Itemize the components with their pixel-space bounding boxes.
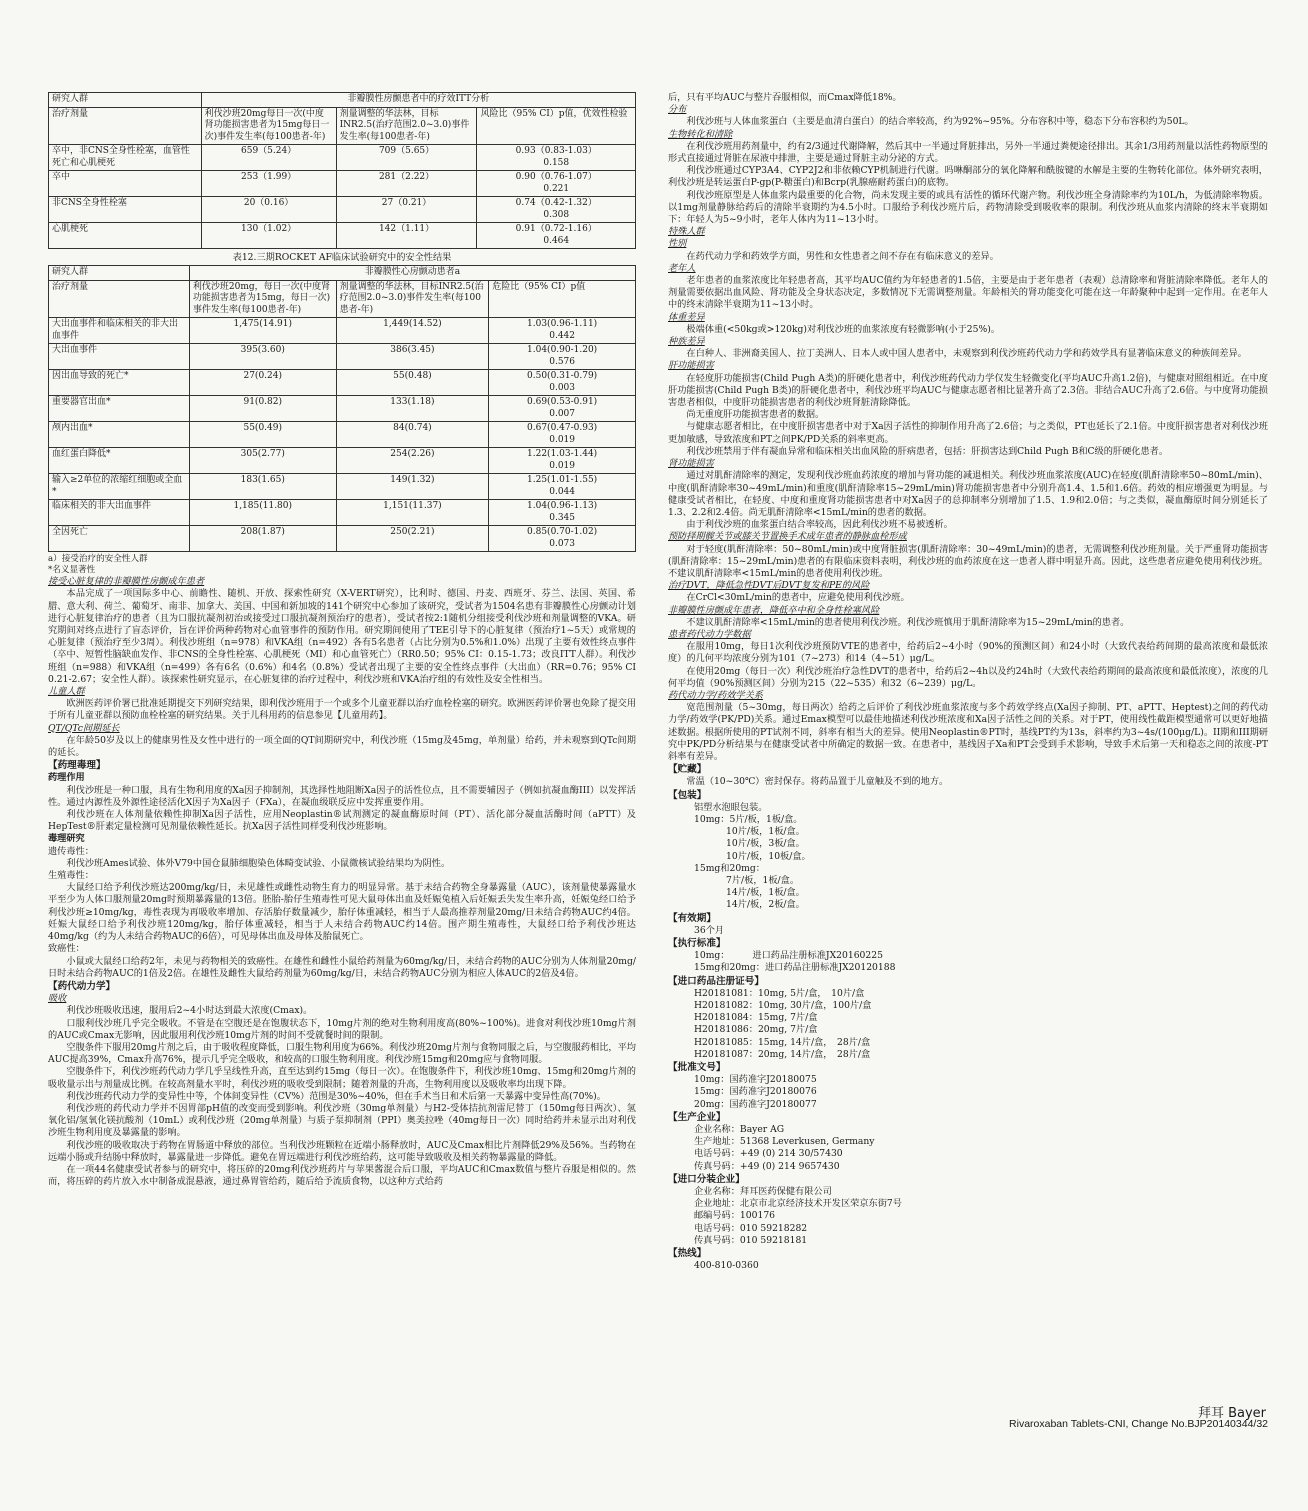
info-line: 15mg和20mg：进口药品注册标准JX20120188 <box>694 962 896 974</box>
info-line: 14片/板，1板/盒。 <box>726 887 805 899</box>
paragraph: 老年患者的血浆浓度比年轻患者高，其平均AUC值约为年轻患者的1.5倍，主要是由于老年患者（表观）总清除率和肾脏清除率降低。老年人的剂量需要依据出血风险、肾功能及全身状态决定，多数情况下无需调整剂量。年龄相关的肾功能变化可能在这一年龄聚种中起到一定作用。在老年人中的终末清除半衰期为11~13小时。 <box>668 275 1268 311</box>
right-text-body <box>668 92 1268 1273</box>
document-reference: Rivaroxaban Tablets-CNI, Change No.BJP20140344/32 <box>1009 1418 1268 1430</box>
row-label: 卒中，非CNS全身性栓塞，血管性死亡和心肌梗死 <box>49 145 202 171</box>
hazard-ratio-cell <box>489 318 636 344</box>
table-header-title: 非瓣膜性心房颤动患者a <box>189 266 635 281</box>
paragraph: 不建议肌酐清除率<15mL/min的患者使用利伐沙班。利伐沙班慎用于肌酐清除率为15~29mL/min的患者。 <box>686 616 1130 628</box>
table-row <box>49 474 636 500</box>
hazard-ratio-ci: 0.67(0.47-0.93) <box>527 423 598 434</box>
hazard-ratio-ci: 1.25(1.01-1.55) <box>527 475 598 486</box>
hazard-ratio-ci: 0.85(0.70-1.02) <box>527 527 598 538</box>
paragraph: 极端体重(<50kg或>120kg)对利伐沙班的血浆浓度有轻微影响(小于25%)。 <box>686 323 1000 335</box>
info-line: 7片/板，1板/盒。 <box>726 875 800 886</box>
subsection-heading: 治疗DVT，降低急性DVT后DVT复发和PE的风险 <box>668 580 870 592</box>
rivaroxaban-value: 27(0.24) <box>189 370 336 396</box>
paragraph: 空腹条件下，利伐沙班药代动力学几乎呈线性升高，直至达到约15mg（每日一次）。在饱腹条件下，利伐沙班10mg、15mg和20mg片剂的吸收量示出与剂量成比例。在较高剂量水平时，利伐沙班的吸收受到限制；随着剂量的升高，生物利用度以及吸收率均出现下降。 <box>48 1066 636 1090</box>
section-heading: 【批准文号】 <box>668 1062 726 1074</box>
table-row <box>49 145 636 171</box>
hazard-ratio-cell <box>489 396 636 422</box>
paragraph: 遗传毒性： <box>48 845 94 857</box>
hazard-ratio-ci: 1.04(0.96-1.13) <box>527 501 598 512</box>
hazard-ratio-cell <box>477 171 636 197</box>
p-value: 0.464 <box>543 235 570 246</box>
table-row <box>49 422 636 448</box>
hazard-ratio-ci: 0.91（0.72-1.16） <box>515 224 597 234</box>
info-line: 400-810-0360 <box>694 1260 759 1272</box>
column-header: 治疗剂量 <box>49 280 190 318</box>
info-line: 10mg： 进口药品注册标准JX20160225 <box>694 950 883 962</box>
column-header: 剂量调整的华法林，目标INR2.5(治疗范围2.0~3.0)事件发生率(每100患者-年) <box>336 280 489 318</box>
info-line: 10mg：国药准字J20180075 <box>694 1074 817 1086</box>
info-line: H20181084：15mg, 7片/盒 <box>694 1012 818 1024</box>
p-value: 0.308 <box>543 209 570 220</box>
info-line: 企业名称：Bayer AG <box>694 1124 785 1136</box>
rivaroxaban-value: 20（0.16） <box>201 197 336 223</box>
hazard-ratio-ci: 0.69(0.53-0.91) <box>527 397 598 408</box>
paragraph: 利伐沙班原型是人体血浆内最重要的化合物，尚未发现主要的或具有活性的循环代谢产物。利伐沙班全身清除率约为10L/h，为低清除率物质。以1mg剂量静脉给药后的清除半衰期约为4.5小时。口服给予利伐沙班片后，药物清除受到吸收率的限制。利伐沙班从血浆内清除的终末半衰期如下：年轻人为5~9小时，老年人体内为11~13小时。 <box>668 189 1268 226</box>
paragraph: 利伐沙班是一种口服，具有生物利用度的Xa因子抑制剂，其选择性地阻断Xa因子的活性位点，且不需要辅因子（例如抗凝血酶III）以发挥活性。通过内源性及外源性途径活化X因子为Xa因子（FXa），在凝血级联反应中发挥重要作用。 <box>48 784 636 808</box>
column-header: 剂量调整的华法林，目标INR2.5(治疗范围2.0~3.0)事件发生率(每100患者-年) <box>336 107 477 145</box>
hazard-ratio-ci: 1.03(0.96-1.11) <box>527 319 598 330</box>
subsection-heading: 体重差异 <box>668 311 705 323</box>
rivaroxaban-value: 91(0.82) <box>189 396 336 422</box>
section-heading: 【生产企业】 <box>668 1111 726 1123</box>
paragraph: 本品完成了一项国际多中心、前瞻性、随机、开放、探索性研究（X-VERT研究），比利时、德国、丹麦、西班牙、芬兰、法国、英国、希腊、意大利、荷兰、葡萄牙、南非、加拿大、美国、中国和新加坡的141个研究中心参加了该研究，受试者为1504名患有非瓣膜性心房颤动计划进行心脏复律治疗的患者（且为口服抗凝剂初治或接受过口服抗凝剂预治疗的患者），受试者按2:1随机分组接受利伐沙班和剂量调整的VKA。研究期间对终点进行了盲态评价，旨在评价两种药物对心血管事件的预防作用。研究期间使用了TEE引导下的心脏复律（预治疗1~5天）或常规的心脏复律（预治疗至少3周）。利伐沙班组（n=978）和VKA组（n=492）各有5名患者（占比分别为0.5%和1.0%）出现了主要有效性终点事件（卒中、短暂性脑缺血发作、非CNS的全身性栓塞、心肌梗死（MI）和心血管死亡）（RR0.50；95% CI：0.15-1.73；改良ITT人群）。利伐沙班组（n=988）和VKA组（n=499）各有6名（0.6%）和4名（0.8%）受试者出现了主要的安全性终点事件（大出血）（RR=0.76；95% CI 0.21-2.67；安全性人群）。该探索性研究显示，在心脏复律的治疗过程中，利伐沙班和VKA治疗组的有效性及安全性相当。 <box>48 588 636 685</box>
efficacy-table-body <box>49 145 636 249</box>
paragraph: 利伐沙班禁用于伴有凝血异常和临床相关出血风险的肝病患者，包括：肝损害达到Child Pugh B和C级的肝硬化患者。 <box>686 445 1169 457</box>
column-header: 利伐沙班20mg每日一次(中度肾功能损害患者为15mg每日一次)事件发生率(每100患者-年) <box>201 107 336 145</box>
paragraph: 利伐沙班药代动力学的变异性中等，个体间变异性（CV%）范围是30%~40%，但在手术当日和术后第一天暴露中变异性高(70%)。 <box>66 1090 606 1102</box>
row-label: 颅内出血* <box>49 422 190 448</box>
subsection-heading: 分布 <box>668 104 687 116</box>
section-heading: 【药代动力学】 <box>48 980 116 992</box>
p-value: 0.158 <box>543 157 570 168</box>
paragraph: 在轻度肝功能损害(Child Pugh A类)的肝硬化患者中，利伐沙班药代动力学仅发生轻微变化(平均AUC升高1.2倍)，与健康对照组相近。在中度肝功能损害(Child Pugh B类)的肝硬化患者中，利伐沙班平均AUC与健康志愿者相比显著升高了2.3倍。非结合AUC升高了2.6倍。与中度肾功能损害患者相似，中度肝功能损害患者的利伐沙班肾脏清除降低。 <box>668 372 1268 409</box>
table-row <box>49 500 636 526</box>
subsection-heading: QT/QTc间期延长 <box>48 722 120 734</box>
row-label: 输入≥2单位的浓缩红细胞或全血* <box>49 474 190 500</box>
subsection-heading: 种族差异 <box>668 336 705 348</box>
paragraph: 在使用20mg（每日一次）利伐沙班治疗急性DVT的患者中，给药后2~4h以及约24h时（大致代表给药期间的最高浓度和最低浓度），浓度的几何平均值（90%预测区间）分别为215（22~535）和32（6~239）μg/L。 <box>668 665 1268 689</box>
info-line: 15mg：国药准字J20180076 <box>694 1086 817 1098</box>
column-header: 治疗剂量 <box>49 107 202 145</box>
rivaroxaban-value: 130（1.02） <box>201 223 336 249</box>
hazard-ratio-cell <box>489 344 636 370</box>
rivaroxaban-value: 395(3.60) <box>189 344 336 370</box>
paragraph: 在年龄50岁及以上的健康男性及女性中进行的一项全面的QT间期研究中，利伐沙班（15mg及45mg，单剂量）给药，并未观察到QTc间期的延长。 <box>48 734 636 759</box>
section-heading: 【包装】 <box>668 789 707 801</box>
row-label: 血红蛋白降低* <box>49 448 190 474</box>
hazard-ratio-ci: 1.22(1.03-1.44) <box>527 449 598 460</box>
paragraph: 大鼠经口给予利伐沙班达200mg/kg/日，未见雄性或雌性动物生育力的明显异常。基于未结合药物全身暴露量（AUC），该剂量使暴露量水平至少为人体口服剂量20mg时预期暴露量的13倍。胚胎-胎仔生殖毒性可见大鼠母体出血及妊娠兔植入后妊娠丢失发生率升高，妊娠兔经口给予利伐沙班≥10mg/kg，毒性表现为再吸收率增加、存活胎仔数量减少，胎仔体重减轻，相当于人最高推荐剂量20mg/日未结合药物AUC约4倍。妊娠大鼠经口给予利伐沙班120mg/kg，胎仔体重减轻，相当于人未结合药物AUC约14倍。围产期生殖毒性，大鼠经口给予利伐沙班达40mg/kg（约为人未结合药物AUC的6倍），可见母体出血及母体及胎鼠死亡。 <box>48 882 636 943</box>
hazard-ratio-cell <box>489 422 636 448</box>
row-label: 卒中 <box>49 171 202 197</box>
paragraph: 通过对肌酐清除率的测定，发现利伐沙班血药浓度的增加与肾功能的减退相关。利伐沙班血浆浓度(AUC)在轻度(肌酐清除率50~80mL/min)、中度(肌酐清除率30~49mL/min)和重度(肌酐清除率15~29mL/min)肾功能损害患者中分别升高1.4、1.5和1.6倍。药效的相应增强更为明显。与健康受试者相比，在轻度、中度和重度肾功能损害患者中对Xa因子的总抑制率分别增加了1.5、1.9和2.0倍；与之类似，凝血酶原时间分别延长了1.3、2.2和2.4倍。尚无肌酐清除率<15mL/min的患者的数据。 <box>668 470 1268 518</box>
paragraph: 在药代动力学和药效学方面，男性和女性患者之间不存在有临床意义的差异。 <box>686 250 999 262</box>
rivaroxaban-value: 659（5.24） <box>201 145 336 171</box>
paragraph: 欧洲医药评价署已批准延期提交下列研究结果，即利伐沙班用于一个或多个儿童亚群以治疗血栓栓塞的研究。欧洲医药评价署也免除了提交用于所有儿童亚群以预防血栓栓塞的研究结果。关于儿科用药的信息参见【儿童用药】。 <box>48 698 636 722</box>
info-line: 铝塑水泡眼包装。 <box>694 801 768 813</box>
info-line: 10片/板，3板/盒。 <box>726 838 805 850</box>
hazard-ratio-cell <box>489 526 636 552</box>
info-line: 企业名称：拜耳医药保健有限公司 <box>694 1186 832 1198</box>
subsection-heading: 儿童人群 <box>48 686 85 698</box>
bayer-brand: 拜耳 Bayer <box>1197 1406 1266 1421</box>
right-column <box>668 92 1268 1392</box>
warfarin-value: 1,449(14.52) <box>336 318 489 344</box>
row-label: 全因死亡 <box>49 526 190 552</box>
paragraph: 利伐沙班与人体血浆蛋白（主要是血清白蛋白）的结合率较高，约为92%~95%。分布容积中等，稳态下分布容积约为50L。 <box>686 116 1194 128</box>
rivaroxaban-value: 1,475(14.91) <box>189 318 336 344</box>
left-text-body <box>48 576 636 1188</box>
subsection-heading: 老年人 <box>668 262 696 274</box>
p-value: 0.019 <box>549 460 575 471</box>
row-label: 心肌梗死 <box>49 223 202 249</box>
paragraph: 由于利伐沙班的血浆蛋白结合率较高，因此利伐沙班不易被透析。 <box>686 519 953 531</box>
hazard-ratio-cell <box>477 197 636 223</box>
info-line: 生产地址：51368 Leverkusen, Germany <box>694 1136 875 1148</box>
hazard-ratio-ci: 0.93（0.83-1.03） <box>515 146 597 156</box>
row-label: 因出血导致的死亡* <box>49 370 190 396</box>
subsection-heading: 性别 <box>668 238 687 250</box>
subsection-heading: 生物转化和清除 <box>668 128 733 140</box>
warfarin-value: 149(1.32) <box>336 474 489 500</box>
safety-table-body <box>49 318 636 552</box>
p-value: 0.044 <box>549 486 575 497</box>
hazard-ratio-ci: 1.04(0.90-1.20) <box>527 345 598 356</box>
section-heading: 【药理毒理】 <box>48 760 106 772</box>
hazard-ratio-ci: 0.50(0.31-0.79) <box>527 371 598 382</box>
info-line: 邮编号码：100176 <box>694 1210 776 1222</box>
p-value: 0.221 <box>543 183 570 194</box>
rivaroxaban-value: 183(1.65) <box>189 474 336 500</box>
rivaroxaban-value: 305(2.77) <box>189 448 336 474</box>
subsection-heading: 药理作用 <box>48 772 85 784</box>
paragraph: 常温（10~30℃）密封保存。将药品置于儿童触及不到的地方。 <box>686 776 949 788</box>
paragraph: 尚无重度肝功能损害患者的数据。 <box>686 409 825 421</box>
table-row <box>49 526 636 552</box>
table-row <box>49 223 636 249</box>
info-line: 传真号码：+49 (0) 214 9657430 <box>694 1160 840 1172</box>
p-value: 0.345 <box>549 512 575 523</box>
paragraph: 利伐沙班Ames试验、体外V79中国仓鼠肺细胞染色体畸变试验、小鼠微核试验结果均为阴性。 <box>66 857 451 869</box>
row-label: 重要器官出血* <box>49 396 190 422</box>
hazard-ratio-ci: 0.90（0.76-1.07） <box>515 172 597 182</box>
warfarin-value: 84(0.74) <box>336 422 489 448</box>
paragraph: 后，只有平均AUC与整片吞服相似，而Cmax降低18%。 <box>668 92 902 103</box>
hazard-ratio-cell <box>489 448 636 474</box>
info-line: 10片/板，1板/盒。 <box>726 826 805 838</box>
table-row <box>49 396 636 422</box>
hazard-ratio-ci: 0.74（0.42-1.32） <box>515 198 597 208</box>
hazard-ratio-cell <box>477 223 636 249</box>
section-heading: 【进口药品注册证号】 <box>668 975 764 987</box>
info-line: H20181087：20mg, 14片/盒， 28片/盒 <box>694 1048 871 1060</box>
safety-table <box>48 265 636 552</box>
warfarin-value: 281（2.22） <box>336 171 477 197</box>
rivaroxaban-value: 253（1.99） <box>201 171 336 197</box>
paragraph: 口服利伐沙班几乎完全吸收。不管是在空腹还是在饱腹状态下，10mg片剂的绝对生物利用度高(80%~100%)。进食对利伐沙班10mg片剂的AUC或Cmax无影响，因此服用利伐沙班10mg片剂的时间不受就餐时间的限制。 <box>48 1017 636 1041</box>
subsection-heading: 肾功能损害 <box>668 458 714 470</box>
info-line: 10mg：5片/板，1板/盒。 <box>694 813 803 825</box>
column-header: 危险比（95% CI）p值 <box>489 280 636 318</box>
paragraph: 与健康志愿者相比，在中度肝损害患者中对于Xa因子活性的抑制作用升高了2.6倍；与之类似，PT也延长了2.1倍。中度肝损害患者对利伐沙班更加敏感，导致浓度和PT之间PK/PD关系的斜率更高。 <box>668 421 1268 445</box>
hazard-ratio-cell <box>477 145 636 171</box>
paragraph: 利伐沙班通过CYP3A4、CYP2J2和非依赖CYP机制进行代谢。吗啉酮部分的氧化降解和酰胺键的水解是主要的生物转化部位。体外研究表明，利伐沙班是转运蛋白P-gp(P-糖蛋白)和Bcrp(乳腺癌耐药蛋白)的底物。 <box>668 165 1268 189</box>
warfarin-value: 250(2.21) <box>336 526 489 552</box>
table-caption: 表12.三期ROCKET AF临床试验研究中的安全性结果 <box>232 252 452 263</box>
paragraph: 在一项44名健康受试者参与的研究中，将压碎的20mg利伐沙班药片与苹果酱混合后口服，平均AUC和Cmax数值与整片吞服是相似的。然而，将压碎的药片放入水中制备成混悬液，通过鼻胃管给药，随后给予流质食物，以这种方式给药 <box>48 1163 636 1188</box>
warfarin-value: 55(0.48) <box>336 370 489 396</box>
p-value: 0.003 <box>549 382 575 393</box>
column-header: 利伐沙班20mg，每日一次(中度肾功能损害患者为15mg，每日一次)事件发生率(每100患者-年) <box>189 280 336 318</box>
p-value: 0.073 <box>549 538 575 549</box>
warfarin-value: 386(3.45) <box>336 344 489 370</box>
warfarin-value: 133(1.18) <box>336 396 489 422</box>
info-line: H20181086：20mg, 7片/盒 <box>694 1024 818 1036</box>
warfarin-value: 27（0.21） <box>336 197 477 223</box>
p-value: 0.576 <box>549 356 575 367</box>
p-value: 0.442 <box>549 330 575 341</box>
subsection-heading: 非瓣膜性房颤成年患者，降低卒中和全身性栓塞风险 <box>668 604 880 616</box>
section-heading: 【贮藏】 <box>668 764 707 776</box>
info-line: H20181082：10mg, 30片/盒，100片/盒 <box>694 1000 872 1012</box>
efficacy-table <box>48 92 636 249</box>
info-line: 36个月 <box>694 924 725 936</box>
table-row <box>49 318 636 344</box>
rivaroxaban-value: 1,185(11.80) <box>189 500 336 526</box>
info-line: 15mg和20mg： <box>694 862 765 874</box>
row-label: 大出血事件和临床相关的非大出血事件 <box>49 318 190 344</box>
info-line: 10片/板，10板/盒。 <box>726 850 811 862</box>
table-header-population: 研究人群 <box>49 93 202 108</box>
p-value: 0.007 <box>549 408 575 419</box>
subsection-heading: 药代动力学/药效学关系 <box>668 689 763 701</box>
info-line: 传真号码：010 59218181 <box>694 1234 808 1246</box>
warfarin-value: 142（1.11） <box>336 223 477 249</box>
rivaroxaban-value: 208(1.87) <box>189 526 336 552</box>
paragraph: 利伐沙班在人体剂量依赖性抑制Xa因子活性，应用Neoplastin®试剂测定的凝血酶原时间（PT）、活化部分凝血活酶时间（aPTT）及HepTest®肝素定量检测可见剂量依赖性延长。抗Xa因子活性同样受利伐沙班影响。 <box>48 809 636 833</box>
info-line: H20181081：10mg, 5片/盒， 10片/盒 <box>694 987 865 999</box>
subsection-heading: 毒理研究 <box>48 833 85 845</box>
column-header: 风险比（95% CI）p值，优效性检验 <box>477 107 636 145</box>
table-row <box>49 171 636 197</box>
paragraph: 在利伐沙班用药剂量中，约有2/3通过代谢降解，然后其中一半通过肾脏排出，另外一半通过粪便途径排出。其余1/3用药剂量以活性药物原型的形式直接通过肾脏在尿液中排泄，主要是通过肾脏主动分泌的方式。 <box>668 140 1268 165</box>
p-value: 0.019 <box>549 434 575 445</box>
section-heading: 【热线】 <box>668 1248 707 1260</box>
info-line: 14片/板，2板/盒。 <box>726 899 805 911</box>
info-line: 企业地址：北京市北京经济技术开发区荣京东街7号 <box>694 1198 902 1210</box>
section-heading: 【进口分装企业】 <box>668 1173 745 1185</box>
table-footnote: *名义显著性 <box>48 565 96 576</box>
table-row <box>49 344 636 370</box>
row-label: 非CNS全身性栓塞 <box>49 197 202 223</box>
subsection-heading: 接受心脏复律的非瓣膜性房颤成年患者 <box>48 576 205 588</box>
table-row <box>49 370 636 396</box>
subsection-heading: 患者药代动力学数据 <box>668 628 751 640</box>
paragraph: 在CrCl<30mL/min的患者中，应避免使用利伐沙班。 <box>686 592 910 604</box>
warfarin-value: 1,151(11.37) <box>336 500 489 526</box>
table-header-population: 研究人群 <box>49 266 190 281</box>
row-label: 大出血事件 <box>49 344 190 370</box>
table-footnote: a）接受治疗的安全性人群 <box>48 554 148 565</box>
left-column <box>48 92 636 1432</box>
paragraph: 在服用10mg，每日1次利伐沙班预防VTE的患者中，给药后2~4小时（90%的预测区间）和24小时（大致代表给药间期的最高浓度和最低浓度）的几何平均浓度分别为101（7~273）和14（4~51）μg/L。 <box>668 641 1268 665</box>
paragraph: 空腹条件下服用20mg片剂之后，由于吸收程度降低，口服生物利用度为66%。利伐沙班20mg片剂与食物同服之后，与空腹服药相比，平均AUC提高39%，Cmax升高76%，提示几乎完全吸收，和较高的口服生物利用度。利伐沙班15mg和20mg应与食物同服。 <box>48 1041 636 1066</box>
warfarin-value: 709（5.65） <box>336 145 477 171</box>
table-header-title: 非瓣膜性房颤患者中的疗效ITT分析 <box>201 93 635 108</box>
info-line: H20181085：15mg, 14片/盒， 28片/盒 <box>694 1036 871 1048</box>
info-line: 电话号码：+49 (0) 214 30/57430 <box>694 1148 843 1160</box>
paragraph: 利伐沙班吸收迅速，服用后2~4小时达到最大浓度(Cmax)。 <box>66 1005 313 1017</box>
paragraph: 致癌性： <box>48 943 85 955</box>
paragraph: 宽范围剂量（5~30mg，每日两次）给药之后评价了利伐沙班血浆浓度与多个药效学终点(Xa因子抑制、PT、aPTT、Heptest)之间的药代动力学/药效学(PK/PD)关系。通过Emax模型可以最佳地描述利伐沙班浓度和Xa因子活性之间的关系。对于PT，使用线性截距模型通常可以更好地描述数据。根据所使用的PT试剂不同，斜率有相当大的差异。使用Neoplastin®PT时，基线PT约为13s，斜率约为3~4s/(100μg/L)。II期和III期研究中PK/PD分析结果与在健康受试者中所确定的数据一致。在患者中，基线因子Xa和PT会受到手术影响，导致手术后第一天和稳态之间的浓度-PT斜率有差异。 <box>668 702 1268 762</box>
info-line: 电话号码：010 59218282 <box>694 1222 808 1234</box>
row-label: 临床相关的非大出血事件 <box>49 500 190 526</box>
paragraph: 在白种人、非洲裔美国人、拉丁美洲人、日本人或中国人患者中，未观察到利伐沙班药代动力学和药效学具有显著临床意义的种族间差异。 <box>686 348 1247 360</box>
table-row <box>49 448 636 474</box>
paragraph: 小鼠或大鼠经口给药2年，未见与药物相关的致癌性。在雄性和雌性小鼠给药剂量为60mg/kg/日，未结合药物的AUC分别为人体剂量20mg/日时未结合药物AUC的1倍及2倍。在雄性及雌性大鼠给药剂量为60mg/kg/日，未结合药物AUC分别为相应人体AUC的2倍及4倍。 <box>48 955 636 979</box>
paragraph: 利伐沙班的吸收取决于药物在胃肠道中释放的部位。当利伐沙班颗粒在近端小肠释放时，AUC及Cmax相比片剂降低29%及56%。当药物在远端小肠或升结肠中释放时，暴露量进一步降低。避免在胃远端进行利伐沙班给药，这可能导致吸收及相关药物暴露量的降低。 <box>48 1139 636 1163</box>
section-heading: 【执行标准】 <box>668 938 726 950</box>
paragraph: 利伐沙班的药代动力学并不因胃部pH值的改变而受到影响。利伐沙班（30mg单剂量）与H2-受体拮抗剂雷尼替丁（150mg每日两次）、氢氧化铝/氢氧化镁抗酸剂（10mL）或利伐沙班（20mg单剂量）与质子泵抑制剂（PPI）奥美拉唑（40mg每日一次）同时给药并未显示出对利伐沙班生物利用度及暴露量的影响。 <box>48 1102 636 1139</box>
paragraph: 对于轻度(肌酐清除率：50~80mL/min)或中度肾脏损害(肌酐清除率：30~49mL/min)的患者，无需调整利伐沙班剂量。关于严重肾功能损害(肌酐清除率：15~29mL/min)患者的有限临床资料表明，利伐沙班的血药浓度在这一患者人群中明显升高。因此，这些患者应避免使用利伐沙班。不建议肌酐清除率<15mL/min的患者使用利伐沙班。 <box>668 543 1268 579</box>
hazard-ratio-cell <box>489 370 636 396</box>
rivaroxaban-value: 55(0.49) <box>189 422 336 448</box>
warfarin-value: 254(2.26) <box>336 448 489 474</box>
paragraph: 生殖毒性： <box>48 870 94 882</box>
table-row <box>49 197 636 223</box>
info-line: 20mg：国药准字J20180077 <box>694 1098 817 1110</box>
subsection-heading: 肝功能损害 <box>668 360 714 372</box>
subsection-heading: 预防择期髋关节或膝关节置换手术成年患者的静脉血栓形成 <box>668 531 907 543</box>
hazard-ratio-cell <box>489 500 636 526</box>
hazard-ratio-cell <box>489 474 636 500</box>
section-heading: 【有效期】 <box>668 912 716 924</box>
subsection-heading: 吸收 <box>48 993 67 1005</box>
subsection-heading: 特殊人群 <box>668 226 705 238</box>
